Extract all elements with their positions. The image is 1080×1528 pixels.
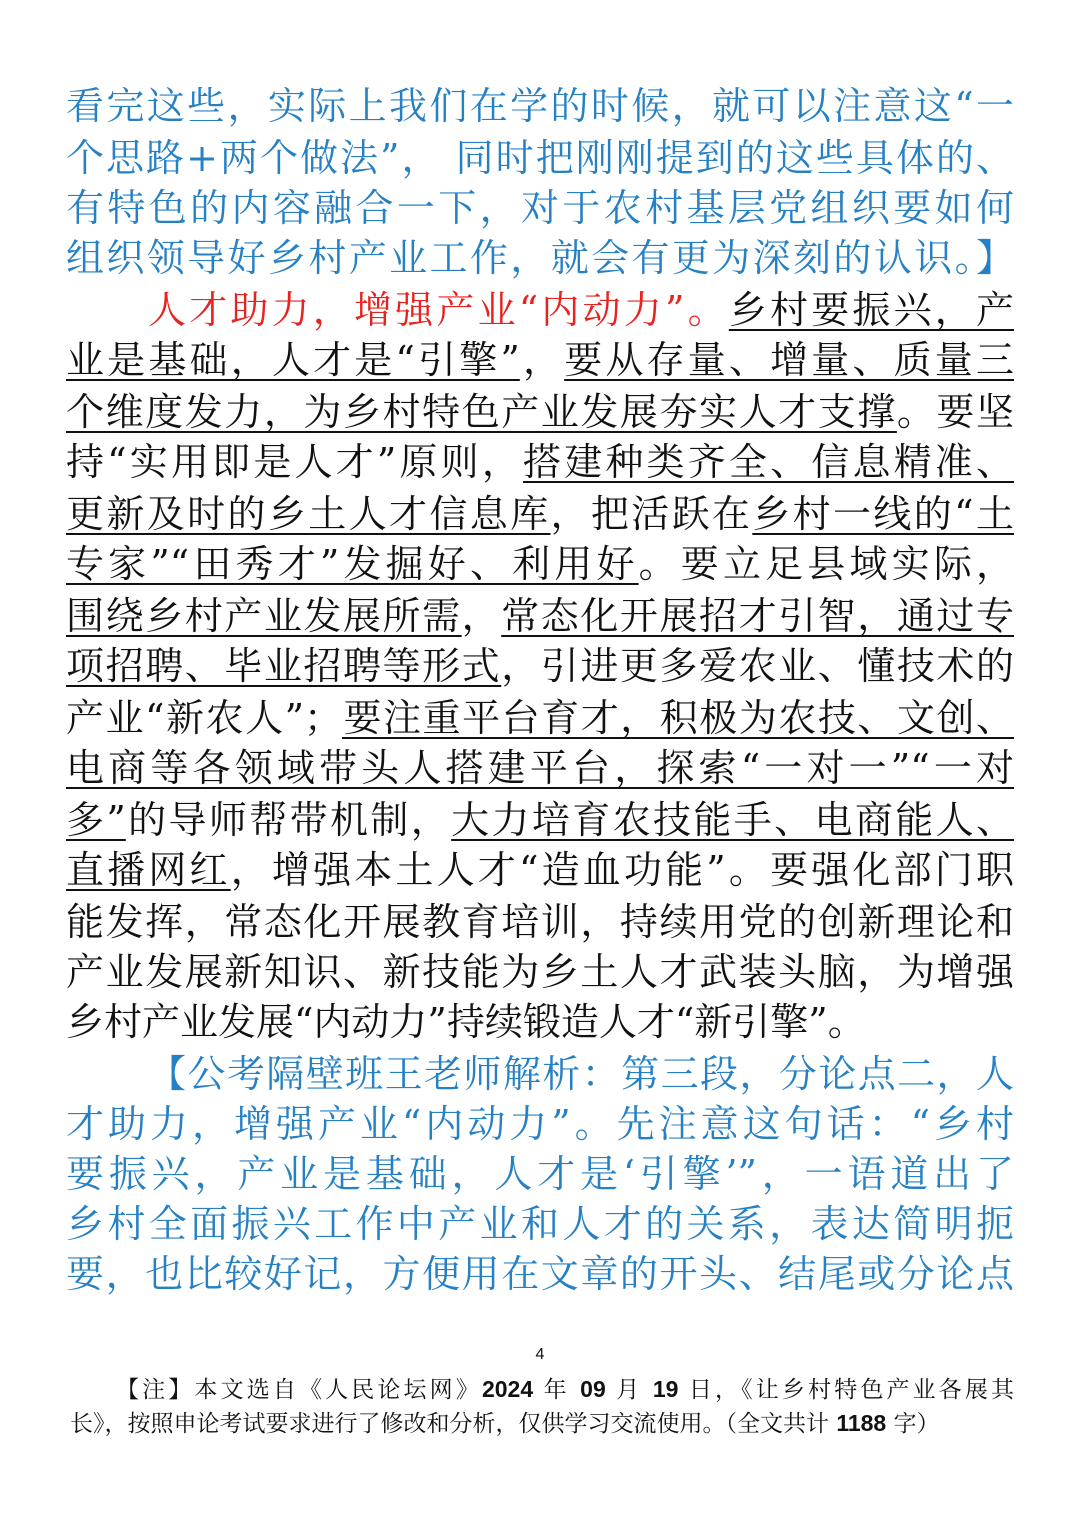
- underlined-text: 要从存量、增量、质量三: [564, 338, 1014, 382]
- note-word-count: 1188: [836, 1410, 887, 1436]
- underlined-text: 常态化开展招才引智，通过专: [501, 594, 1014, 638]
- analysis-text: 要，也比较好记，方便用在文章的开头、结尾或分论点: [66, 1252, 1014, 1296]
- body-text: 能发挥，常态化开展教育培训，持续用党的创新理论和: [66, 900, 1014, 944]
- note-month: 09: [580, 1376, 606, 1402]
- underlined-text: 多”: [66, 798, 126, 842]
- source-note-line: [70, 1406, 1014, 1441]
- commentary-text: 看完这些，实际上我们在学的时候，就可以注意这“一: [66, 84, 1014, 128]
- underlined-text: 电商等各领域带头人搭建平台，探索“一对一”“一对: [66, 746, 1014, 790]
- commentary-text: 组织领导好乡村产业工作，就会有更为深刻的认识。】: [66, 236, 1014, 280]
- paragraph-line: [66, 948, 1014, 996]
- note-day: 19: [652, 1376, 679, 1402]
- underlined-text: 业是基础，人才是“引擎”: [66, 338, 520, 382]
- body-text: 持“实用即是人才”原则，: [66, 440, 524, 484]
- underlined-text: 围绕乡村产业发展所需: [66, 594, 462, 638]
- paragraph-line: [66, 796, 1014, 844]
- commentary-text: 有特色的内容融合一下，对于农村基层党组织要如何: [66, 186, 1014, 230]
- commentary-line: [66, 184, 1014, 232]
- analysis-line: [66, 1250, 1014, 1298]
- body-text: 的导师帮带机制，: [125, 798, 452, 842]
- body-text: ，增强本土人才“造血功能”。要强化部门职: [230, 848, 1014, 892]
- commentary-line: [66, 134, 1014, 182]
- body-text: 乡村产业发展“内动力”持续锻造人才“新引擎”。: [66, 1000, 866, 1044]
- paragraph-line: [66, 694, 1014, 742]
- analysis-line: [66, 1200, 1014, 1248]
- underlined-text: 直播网红: [66, 848, 231, 892]
- commentary-text: 个思路+两个做法”， 同时把刚刚提到的这些具体的、: [66, 136, 1014, 180]
- paragraph-line: [148, 286, 1014, 334]
- underlined-text: 搭建种类齐全、信息精准、: [523, 440, 1014, 484]
- underlined-text: 乡村一线的“土: [752, 492, 1014, 536]
- section-heading: 人才助力，增强产业“内动力”。: [148, 288, 729, 332]
- underlined-text: 专家”“田秀才”发掘好、利用好: [66, 542, 639, 586]
- body-text: 。要坚: [896, 390, 1014, 434]
- body-text: ，引进更多爱农业、懂技术的: [501, 644, 1014, 688]
- page-number: 4: [535, 1346, 545, 1363]
- analysis-line: [66, 1100, 1014, 1148]
- note-text: 日，《让乡村特色产业各展其: [678, 1377, 1015, 1403]
- underlined-text: 项招聘、毕业招聘等形式: [66, 644, 502, 688]
- paragraph-line: [66, 898, 1014, 946]
- note-text: 年: [533, 1377, 581, 1403]
- paragraph-line: [66, 744, 1014, 792]
- note-text: 【注】本文选自《人民论坛网》: [116, 1377, 482, 1403]
- note-year: 2024: [481, 1376, 534, 1402]
- paragraph-line: [66, 438, 1014, 486]
- paragraph-line: [66, 540, 1014, 588]
- analysis-line: [66, 1150, 1014, 1198]
- paragraph-line: [66, 592, 1014, 640]
- note-text: 月: [605, 1377, 653, 1403]
- body-text: ，把活跃在: [550, 492, 753, 536]
- paragraph-line: [66, 642, 1014, 690]
- commentary-line: [66, 82, 1014, 130]
- analysis-text: 乡村全面振兴工作中产业和人才的关系，表达简明扼: [66, 1202, 1014, 1246]
- analysis-line: [148, 1050, 1014, 1098]
- body-text: 产业发展新知识、新技能为乡土人才武装头脑，为增强: [66, 950, 1014, 994]
- commentary-line: [66, 234, 1014, 282]
- analysis-text: 【公考隔壁班王老师解析：第三段，分论点二，人: [148, 1052, 1014, 1096]
- analysis-text: 才助力，增强产业“内动力”。先注意这句话：“乡村: [66, 1102, 1014, 1146]
- note-text: 字）: [886, 1411, 940, 1437]
- paragraph-line: [66, 388, 1014, 436]
- underlined-text: 大力培育农技能手、电商能人、: [451, 798, 1014, 842]
- analysis-text: 要振兴，产业是基础，人才是‘引擎’”，一语道出了: [66, 1152, 1014, 1196]
- source-note-line: [70, 1372, 1014, 1407]
- body-text: 。要立足县域实际，: [638, 542, 1014, 586]
- body-text: ，: [461, 594, 502, 638]
- paragraph-line: [66, 998, 1014, 1046]
- underlined-text: 个维度发力，为乡村特色产业发展夯实人才支撑: [66, 390, 897, 434]
- paragraph-line: [66, 846, 1014, 894]
- underlined-text: 要注重平台育才，积极为农技、文创、: [342, 696, 1014, 740]
- underlined-text: 乡村要振兴，产: [728, 288, 1014, 332]
- paragraph-line: [66, 336, 1014, 384]
- underlined-text: 更新及时的乡土人才信息库: [66, 492, 551, 536]
- body-text: ，: [519, 338, 565, 382]
- body-text: 产业“新农人”；: [66, 696, 343, 740]
- note-text: 长》，按照申论考试要求进行了修改和分析，仅供学习交流使用。（全文共计: [70, 1411, 837, 1437]
- paragraph-line: [66, 490, 1014, 538]
